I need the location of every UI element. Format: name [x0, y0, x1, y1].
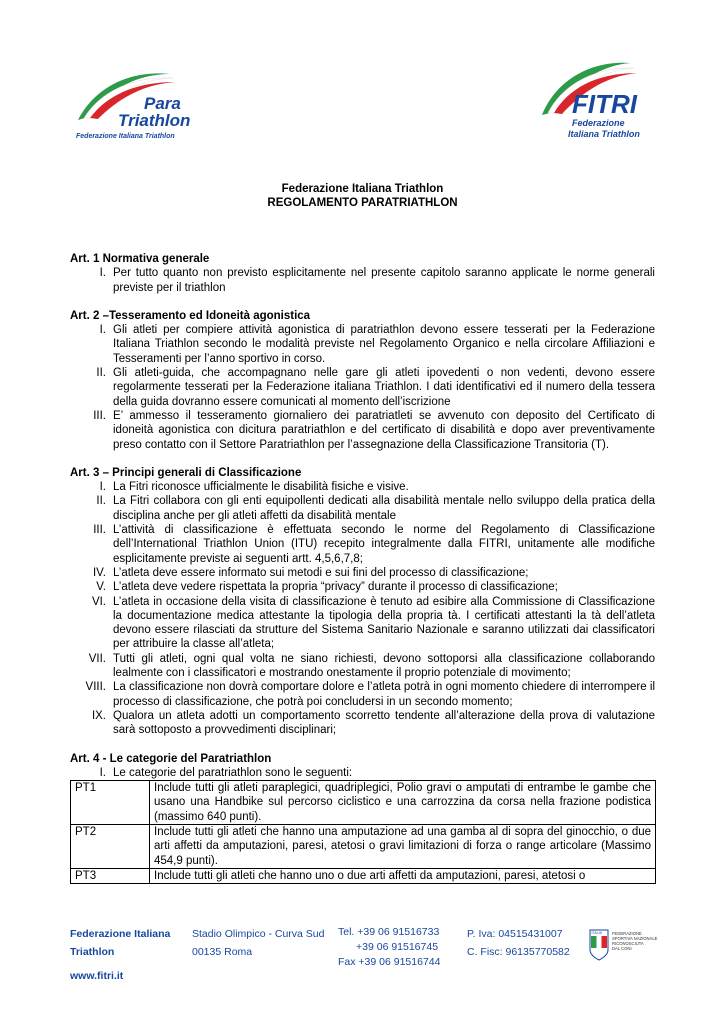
category-description: Include tutti gli atleti che hanno uno o due arti affetti da amputazioni, paresi, atetosi o	[150, 868, 656, 883]
item-number: IV.	[92, 566, 106, 579]
coni-shield-icon	[588, 928, 658, 962]
footer-tel2: +39 06 91516745	[356, 941, 439, 953]
item-text: La Fitri collabora con gli enti equipollenti dedicati alla disabilità mentale nello sviluppo della pratica della disciplina anche per gli atleti affetti da disabilità mentale	[113, 495, 655, 522]
item-number: II.	[96, 495, 106, 508]
table-row	[71, 824, 656, 868]
art4-intro	[70, 766, 655, 780]
footer-contacts	[338, 925, 440, 970]
table-row	[71, 781, 656, 825]
fitri-logo	[536, 55, 661, 145]
fitri-swoosh-icon	[536, 55, 661, 145]
item-number: III.	[93, 409, 106, 422]
item-number: VII.	[88, 652, 106, 665]
item-text: Per tutto quanto non previsto esplicitamente nel presente capitolo saranno applicate le norme generali previste per il triathlon	[113, 267, 655, 294]
category-description: Include tutti gli atleti paraplegici, quadriplegici, Polio gravi o amputati di entrambe le gambe che usano una Handbike sul percorso ciclistico e una carrozzina da corsa nella frazione podistica (massimo 640 punti).	[150, 781, 656, 825]
item-number: I.	[99, 766, 106, 779]
item-text: L’attività di classificazione è effettuata secondo le norme del Regolamento di Classificazione dell’International Triathlon Union (ITU) recepito integralmente dalla FITRI, unitamente alle modifiche esplicitamente previste ai seguenti artt. 4,5,6,7,8;	[113, 524, 655, 565]
coni-line1: FEDERAZIONE	[612, 931, 642, 936]
item-number: IX.	[91, 709, 106, 722]
category-code: PT3	[71, 868, 150, 883]
art2-item	[70, 323, 655, 366]
item-number: I.	[99, 481, 106, 494]
doc-title-org: Federazione Italiana Triathlon	[281, 183, 444, 195]
category-code: PT2	[71, 824, 150, 868]
item-text: Tutti gli atleti, ogni qual volta ne siano richiesti, devono sottoporsi alla classificazione collaborando lealmente con i classificatori e mostrando onestamente il proprio potenziale di movimento;	[113, 652, 655, 680]
footer-address	[192, 925, 324, 961]
item-text: L’atleta deve essere informato sui metodi e sui fini del processo di classificazione;	[113, 566, 529, 579]
category-code: PT1	[71, 781, 150, 825]
footer-address-line1: Stadio Olimpico - Curva Sud	[192, 928, 325, 940]
art2-heading: Art. 2 –Tesseramento ed Idoneità agonistica	[70, 309, 311, 322]
logo-triathlon-text: Triathlon	[118, 111, 191, 130]
footer-cf: C. Fisc: 96135770582	[467, 946, 570, 958]
paratriathlon-logo	[70, 62, 195, 142]
coni-line2: SPORTIVA NAZIONALE	[612, 936, 658, 941]
art2-item	[70, 409, 655, 452]
document-body	[70, 252, 655, 884]
art3-item	[70, 680, 655, 709]
item-number: V.	[96, 581, 106, 594]
doc-title-main: REGOLAMENTO PARATRIATHLON	[267, 197, 458, 209]
footer-address-line2: 00135 Roma	[192, 946, 253, 958]
item-text: Gli atleti-guida, che accompagnano nelle gare gli atleti ipovedenti o non vedenti, devono essere regolarmente tesserati per la Federazione italiana Triathlon. I dati identificativi ed il numero della tessera della guida dovranno essere comunicati al momento dell’iscrizione	[113, 367, 655, 408]
art3-item	[70, 652, 655, 681]
item-number: I.	[99, 267, 106, 280]
paratriathlon-swoosh-icon	[70, 62, 195, 142]
art1-heading: Art. 1 Normativa generale	[70, 253, 210, 265]
item-text: Le categorie del paratriathlon sono le seguenti:	[113, 766, 353, 779]
item-text: E’ ammesso il tesseramento giornaliero dei paratriatleti se avvenuto con deposito del Certificato di idoneità agonistica con dicitura paratriathlon e del certificato di disabilità e dopo aver preventivamente preso contatto con il Settore Paratriathlon per l’assegnazione della Classificazione Transitoria (T).	[113, 409, 655, 451]
categories-table	[70, 780, 656, 884]
footer-organization	[70, 925, 170, 961]
item-text: L’atleta in occasione della visita di classificazione è tenuto ad esibire alla Commissione di Classificazione la documentazione medica attestante la tipologia della propria tà. I certificati attestanti la tà dell’atleta devono essere rilasciati da strutture del Sistema Sanitario Nazionale e saranno utilizzati dai classificatori per attribuire la classe all’atleta;	[113, 595, 655, 651]
coni-line3: RICONOSCIUTA	[612, 941, 644, 946]
art3-item	[70, 480, 655, 494]
logo-para-text: Para	[144, 94, 181, 113]
footer-org-line2: Triathlon	[70, 946, 115, 958]
item-number: VI.	[91, 595, 106, 608]
art4-heading: Art. 4 - Le categorie del Paratriathlon	[70, 752, 272, 765]
item-number: II.	[96, 367, 106, 380]
coni-line4: DAL CONI	[612, 946, 632, 951]
art3-item	[70, 595, 655, 652]
art1-item	[70, 266, 655, 295]
footer-tax-ids	[467, 925, 570, 961]
art3-heading: Art. 3 – Principi generali di Classificazione	[70, 466, 302, 479]
item-text: Gli atleti per compiere attività agonistica di paratriathlon devono essere tesserati per la Federazione Italiana Triathlon secondo le modalità previste nel Regolamento Organico e nella circolare Affiliazioni e Tesseramenti per l’anno sportivo in corso.	[113, 324, 655, 365]
footer-fax: Fax +39 06 91516744	[338, 956, 441, 968]
item-text: La classificazione non dovrà comportare dolore e l’atleta potrà in ogni momento chiedere di interrompere il processo di classificazione, che potrà poi concludersi in un secondo momento;	[113, 681, 655, 708]
item-text: La Fitri riconosce ufficialmente le disabilità fisiche e visive.	[113, 481, 409, 494]
logo-federazione-text: Federazione Italiana Triathlon	[76, 133, 175, 140]
art3-item	[70, 566, 655, 580]
coni-badge	[588, 928, 658, 962]
art2-item	[70, 366, 655, 409]
art3-item	[70, 580, 655, 594]
footer-website-link[interactable]: www.fitri.it	[70, 970, 124, 982]
footer-piva: P. Iva: 04515431007	[467, 928, 563, 940]
table-row	[71, 868, 656, 883]
art3-item	[70, 523, 655, 566]
art3-item	[70, 709, 655, 738]
item-number: III.	[93, 524, 106, 537]
item-number: I.	[99, 324, 106, 337]
fitri-sub1-text: Federazione	[572, 118, 625, 128]
fitri-name-text: FITRI	[572, 89, 637, 119]
item-number: VIII.	[85, 681, 106, 694]
footer-tel1: Tel. +39 06 91516733	[338, 926, 440, 938]
art3-item	[70, 494, 655, 523]
item-text: L’atleta deve vedere rispettata la propria “privacy” durante il processo di classificazione;	[113, 581, 558, 594]
coni-flag-label: ITALIA	[591, 931, 602, 935]
category-description: Include tutti gli atleti che hanno una amputazione ad una gamba al di sopra del ginocchio, o due arti affetti da amputazioni, paresi, atetosi o gravi limitazioni di forza o range articolare (Massimo 454,9 punti).	[150, 824, 656, 868]
footer-org-line1: Federazione Italiana	[70, 928, 171, 940]
fitri-sub2-text: Italiana Triathlon	[568, 129, 640, 139]
item-text: Qualora un atleta adotti un comportamento scorretto tendente all’alterazione della prova di valutazione sarà sottoposto a provvedimenti disciplinari;	[113, 709, 655, 737]
